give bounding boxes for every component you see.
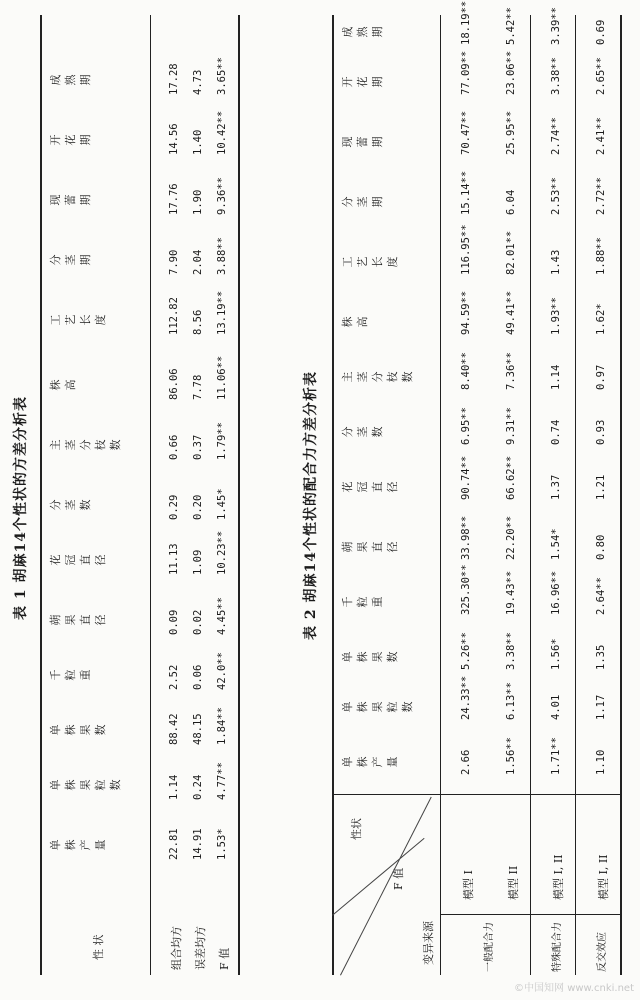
table-2-cell: 9.31** bbox=[505, 407, 517, 445]
table-2-cell: 1.56* bbox=[550, 638, 562, 670]
table-2-cell: 5.42** bbox=[505, 7, 517, 45]
table-2-cell: 2.72** bbox=[595, 177, 607, 215]
table-1-title: 表 1 胡麻14个性状的方差分析表 bbox=[13, 396, 29, 620]
table-1-cell: 7.90 bbox=[168, 249, 180, 275]
table-2-cell: 66.62** bbox=[505, 455, 517, 500]
table-1-cell: 0.29 bbox=[168, 494, 180, 520]
table-2-header-3: 千粒重 bbox=[341, 596, 384, 608]
table-2-cell: 1.62* bbox=[595, 303, 607, 335]
table-2-cell: 6.13** bbox=[505, 682, 517, 720]
table-2-header-11: 现蕾期 bbox=[341, 136, 384, 148]
table-1-cell: 9.36** bbox=[216, 177, 228, 215]
table-2-header-7: 主茎分枝数 bbox=[341, 371, 414, 383]
table-1-cell: 3.88** bbox=[216, 237, 228, 275]
table-2-cell: 0.69 bbox=[595, 19, 607, 45]
table-1-cell: 10.23** bbox=[216, 530, 228, 575]
table-2-cell: 7.36** bbox=[505, 352, 517, 390]
table-2-cell: 0.97 bbox=[595, 364, 607, 390]
table-2-cell: 1.17 bbox=[595, 694, 607, 720]
table-1-header-3: 千粒重 bbox=[49, 669, 92, 681]
table-2-cell: 24.33** bbox=[460, 675, 472, 720]
table-1-cell: 0.09 bbox=[168, 609, 180, 635]
table-1-header-9: 工艺长度 bbox=[49, 314, 107, 326]
table-2-cell: 2.41** bbox=[595, 117, 607, 155]
table-2-cell: 49.41** bbox=[505, 290, 517, 335]
table-1-cell: 11.13 bbox=[168, 543, 180, 575]
table-1-cell: 86.06 bbox=[168, 368, 180, 400]
table-2-cell: 1.10 bbox=[595, 749, 607, 775]
table-2-row-label: 模型 I bbox=[462, 870, 475, 900]
table-2-cell: 1.54* bbox=[550, 528, 562, 560]
table-1-cell: 0.37 bbox=[192, 434, 204, 460]
table-1-header-10: 分茎期 bbox=[49, 254, 92, 266]
table-2-cell: 1.56** bbox=[505, 737, 517, 775]
table-2-corner-diagonal-1 bbox=[332, 838, 425, 916]
table-1-header-8: 株高 bbox=[49, 379, 77, 391]
table-1-header-0: 单株产量 bbox=[49, 839, 107, 851]
table-2-cell: 2.66 bbox=[460, 749, 472, 775]
table-2-cell: 77.09** bbox=[460, 50, 472, 95]
table-2-cell: 2.64** bbox=[595, 577, 607, 615]
table-2-cell: 18.19** bbox=[460, 0, 472, 45]
table-1-cell: 0.02 bbox=[192, 609, 204, 635]
table-2-row-label: 模型 I, II bbox=[552, 854, 565, 900]
table-2-header-9: 工艺长度 bbox=[341, 256, 399, 268]
table-2-rule-special bbox=[575, 15, 576, 975]
table-1-cell: 10.42** bbox=[216, 110, 228, 155]
table-2-cell: 70.47** bbox=[460, 110, 472, 155]
table-1-cell: 1.53* bbox=[216, 828, 228, 860]
table-1-cell: 0.24 bbox=[192, 774, 204, 800]
table-1-cell: 48.15 bbox=[192, 713, 204, 745]
table-2-cell: 3.38** bbox=[505, 632, 517, 670]
table-1-cell: 1.45* bbox=[216, 488, 228, 520]
table-2-group-label: 反交效应 bbox=[597, 932, 608, 972]
table-1-cell: 17.28 bbox=[168, 63, 180, 95]
table-1-header-11: 现蕾期 bbox=[49, 194, 92, 206]
table-2-cell: 94.59** bbox=[460, 290, 472, 335]
table-1-header-5: 花冠直径 bbox=[49, 554, 107, 566]
table-2-cell: 116.95** bbox=[460, 224, 472, 275]
table-2-label-divider bbox=[332, 794, 620, 795]
table-1-header-rule bbox=[150, 15, 151, 975]
table-2-header-8: 株高 bbox=[341, 316, 369, 328]
table-2-row-label: 模型 I, II bbox=[597, 854, 610, 900]
table-2-cell: 1.21 bbox=[595, 474, 607, 500]
table-2-bottom-rule bbox=[620, 15, 622, 975]
table-1-row-label: F 值 bbox=[218, 947, 231, 970]
table-1-cell: 0.06 bbox=[192, 664, 204, 690]
table-1-header-12: 开花期 bbox=[49, 134, 92, 146]
table-2-cell: 90.74** bbox=[460, 455, 472, 500]
table-1-cell: 1.84** bbox=[216, 707, 228, 745]
table-2-header-13: 成熟期 bbox=[341, 26, 384, 38]
table-2-cell: 0.80 bbox=[595, 534, 607, 560]
table-2-cell: 325.30** bbox=[460, 564, 472, 615]
table-2-cell: 1.88** bbox=[595, 237, 607, 275]
table-1-header-7: 主茎分枝数 bbox=[49, 439, 122, 451]
table-2-cell: 1.43 bbox=[550, 249, 562, 275]
table-1-header-2: 单株果数 bbox=[49, 724, 107, 736]
table-2-corner-f: F 值 bbox=[392, 867, 405, 890]
table-2-cell: 2.74** bbox=[550, 117, 562, 155]
table-2-cell: 25.95** bbox=[505, 110, 517, 155]
table-2-cell: 2.65** bbox=[595, 57, 607, 95]
table-2-header-10: 分茎期 bbox=[341, 196, 384, 208]
table-1-cell: 112.82 bbox=[168, 297, 180, 335]
table-2-cell: 19.43** bbox=[505, 570, 517, 615]
table-1-cell: 13.19** bbox=[216, 290, 228, 335]
table-1-cell: 1.90 bbox=[192, 189, 204, 215]
table-1-row-label: 误差均方 bbox=[194, 926, 207, 970]
table-1-cell: 4.73 bbox=[192, 69, 204, 95]
table-1-header-6: 分茎数 bbox=[49, 499, 92, 511]
table-1-top-rule bbox=[40, 15, 42, 975]
table-2-cell: 23.06** bbox=[505, 50, 517, 95]
table-1-cell: 4.77** bbox=[216, 762, 228, 800]
table-1-header-13: 成熟期 bbox=[49, 74, 92, 86]
table-1-corner-label: 性 状 bbox=[92, 934, 105, 960]
table-1-cell: 1.09 bbox=[192, 549, 204, 575]
table-2-cell: 0.93 bbox=[595, 419, 607, 445]
table-1-cell: 2.04 bbox=[192, 249, 204, 275]
table-2-header-rule bbox=[440, 15, 441, 975]
table-2-rule-general bbox=[530, 15, 531, 975]
table-1-cell: 22.81 bbox=[168, 828, 180, 860]
table-1-cell: 14.91 bbox=[192, 828, 204, 860]
table-2-header-4: 蒴果直径 bbox=[341, 541, 399, 553]
table-2 bbox=[300, 0, 640, 1000]
table-2-cell: 2.53** bbox=[550, 177, 562, 215]
table-2-corner-source: 变异来源 bbox=[422, 921, 435, 965]
table-2-cell: 1.35 bbox=[595, 644, 607, 670]
table-2-header-1: 单株果粒数 bbox=[341, 701, 414, 713]
table-2-cell: 4.01 bbox=[550, 694, 562, 720]
table-2-cell: 3.38** bbox=[550, 57, 562, 95]
table-2-header-5: 花冠直径 bbox=[341, 481, 399, 493]
table-1 bbox=[0, 0, 250, 1000]
table-1-cell: 4.45** bbox=[216, 597, 228, 635]
table-2-cell: 6.95** bbox=[460, 407, 472, 445]
table-2-cell: 1.71** bbox=[550, 737, 562, 775]
table-2-cell: 15.14** bbox=[460, 170, 472, 215]
table-1-cell: 8.56 bbox=[192, 309, 204, 335]
table-2-cell: 5.26** bbox=[460, 632, 472, 670]
table-1-header-4: 蒴果直径 bbox=[49, 614, 107, 626]
table-2-header-6: 分茎数 bbox=[341, 426, 384, 438]
table-1-cell: 1.40 bbox=[192, 129, 204, 155]
table-2-cell: 6.04 bbox=[505, 189, 517, 215]
table-2-row-label: 模型 II bbox=[507, 865, 520, 900]
table-2-header-2: 单株果数 bbox=[341, 651, 399, 663]
table-1-cell: 7.78 bbox=[192, 374, 204, 400]
table-2-header-12: 开花期 bbox=[341, 76, 384, 88]
table-2-group-label: 特殊配合力 bbox=[552, 922, 563, 972]
table-1-cell: 3.65** bbox=[216, 57, 228, 95]
table-2-title: 表 2 胡麻14个性状的配合力方差分析表 bbox=[303, 371, 319, 640]
table-2-corner-trait: 性状 bbox=[350, 818, 363, 840]
table-1-cell: 42.0** bbox=[216, 652, 228, 690]
table-2-cell: 16.96** bbox=[550, 570, 562, 615]
table-1-cell: 14.56 bbox=[168, 123, 180, 155]
table-2-top-rule bbox=[332, 15, 334, 975]
table-1-cell: 1.79** bbox=[216, 422, 228, 460]
table-1-cell: 11.06** bbox=[216, 355, 228, 400]
table-1-header-1: 单株果粒数 bbox=[49, 779, 122, 791]
table-2-cell: 8.40** bbox=[460, 352, 472, 390]
table-1-row-label: 组合均方 bbox=[170, 926, 183, 970]
table-1-cell: 2.52 bbox=[168, 664, 180, 690]
table-2-cell: 82.01** bbox=[505, 230, 517, 275]
table-2-cell: 1.93** bbox=[550, 297, 562, 335]
watermark: ©中国知网 www.cnki.net bbox=[514, 983, 634, 994]
table-2-cell: 22.20** bbox=[505, 515, 517, 560]
table-2-group-label: 一般配合力 bbox=[484, 922, 495, 972]
table-1-cell: 0.20 bbox=[192, 494, 204, 520]
table-2-header-0: 单株产量 bbox=[341, 756, 399, 768]
table-2-cell: 1.37 bbox=[550, 474, 562, 500]
table-1-bottom-rule bbox=[238, 15, 240, 975]
table-1-cell: 1.14 bbox=[168, 774, 180, 800]
table-1-cell: 88.42 bbox=[168, 713, 180, 745]
table-1-cell: 17.76 bbox=[168, 183, 180, 215]
table-2-cell: 33.98** bbox=[460, 515, 472, 560]
table-2-cell: 0.74 bbox=[550, 419, 562, 445]
table-2-cell: 1.14 bbox=[550, 364, 562, 390]
table-2-cell: 3.39** bbox=[550, 7, 562, 45]
table-1-cell: 0.66 bbox=[168, 434, 180, 460]
